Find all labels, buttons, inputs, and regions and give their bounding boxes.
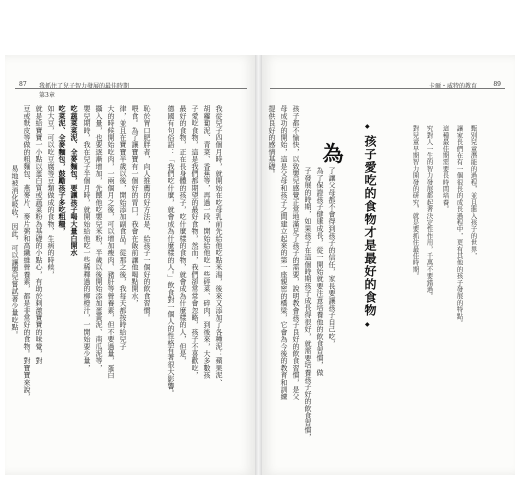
right-body-column: 孩子都不愉快，以致嬰兒感覺正常地滿足了孩子的需要，說明教會孩子良好的飲食習慣，是父 — [292, 105, 300, 401]
right-header-rule — [270, 88, 505, 89]
chapter-title: 孩子愛吃的食物才是最好的食物 — [363, 135, 377, 317]
left-body-column: 如大豆，可以吃豆腐等豆類做成的食物，生病的時候， — [47, 105, 55, 278]
left-page — [5, 55, 255, 475]
left-body-column: 嬰兒期時，我在兒子半個月時，就開始給他吃一些稀釋過的柳橙汁，一開始要少量， — [83, 105, 91, 372]
book-spine — [255, 55, 262, 475]
left-body-column: 恥於胃口肥胖者，向人推薦的好方法是，給孩子一個好的飲食習慣。 — [143, 105, 151, 321]
summary-column: 這種最佳期需要長時間培養。 — [441, 125, 450, 213]
left-body-column: 胡蘿蔔泥、青菜、香蕉等，再過一段，開始給他吃一些碎菜、碎肉，到後來，大多數孩 — [203, 105, 211, 379]
right-page-number: 89 — [493, 81, 501, 88]
summary-column: 究對人一生的智力發展都起著決定性作用，千萬不要錯過。 — [425, 125, 434, 300]
right-body-column: 為了保證孩子健康成長，從一開始就要注意培養他的飲食習慣，做 — [316, 167, 324, 376]
left-bold-column: 吃蔬菜菜泥、全麥麵包，要讓孩子喝大量白開水 — [70, 105, 79, 257]
right-running-title: 卡爾・威特的教育 — [428, 83, 477, 90]
right-body-column: 提供良好的感情基礎。 — [268, 105, 276, 177]
chapter-label: 第3章 — [39, 92, 55, 99]
left-body-column: 喂食。為了讓寶寶有一個好的胃口，我會在飯前讓他喝點開水， — [131, 105, 139, 307]
left-body-column: 就是給寶寶一小點以蛋白質或蔬菜粉為基礎的小點心，有助於刺激寶寶的味覺，對 — [35, 105, 43, 365]
left-body-column: 德國有句俗語：「我們吃什麼，就會成為什麼樣的人。」飲食對一個人的性格有著很大影響。 — [167, 105, 175, 397]
right-body-column: 了讓父母都不會得到孩子的信任，家長要讓孩子自己吃， — [328, 167, 336, 347]
left-bold-column: 吃菜泥、全麥麵包，鼓勵孩子多吃粗糧， — [58, 105, 67, 235]
left-body-column: 易地被消化吸收，因此，可以讓嬰兒嘗試著少量吃點。 — [11, 165, 19, 338]
left-header-rule — [15, 88, 247, 89]
drop-cap: 為 — [322, 141, 344, 166]
right-page — [262, 55, 515, 475]
right-body-column: 子發展的時期，如果孩子在這個時期孩子成長得很好，就需要培養孩子好的飲食習慣， — [304, 167, 312, 441]
left-body-column: 子愛吃食物，這是我們都期望的最好食物，然而，我們卻常常會忽略，孩子不喜歡吃， — [191, 105, 199, 379]
left-body-column: 攝入量，也要逐漸增加，先餵他吃嬰兒米粉，半歲以後開始添加蛋黃泥、南瓜泥等， — [95, 105, 103, 372]
left-page-number: 87 — [19, 81, 27, 88]
left-body-column: 豆或麩皮等做的粗麵包、燕麥片、麥片粥和高纖維營養素，都是非常好的食物。對寶寶來說， — [23, 105, 31, 401]
left-body-column: 大的時候開始吃肉，一兩個月之後，可以增加瘦肉、豬肝等營養素，但不要過量，蛋白 — [107, 105, 115, 379]
left-running-title: 我抓住了兒子智力發展的最佳時期 — [39, 83, 130, 90]
left-body-column: 律，並且在寶寶半歲以後，開始添加副食品。從那之後，我每天都按時給兒子 — [119, 105, 127, 350]
diamond-icon: ◆ — [365, 123, 370, 130]
left-body-column: 我從兒子四個月時，就開始在吃母乳前先給他吃點米湯，後來又添加了各種泥：蘋果泥、 — [215, 105, 223, 386]
summary-column: 讓家長們在有一個很長的成長過程中，更有其他的孩子發展的特點。 — [455, 125, 464, 326]
summary-column: 對兒童早期智力開發的研究，就是要抓住最佳時期。 — [411, 125, 420, 280]
left-body-column: 最好的食物，正在長身體的孩子，吃什麼樣的食物，就會成為什麼樣的人，但是， — [179, 105, 187, 365]
summary-column: 甄別兒童潛能的過程，並且進入孩子的世界， — [469, 125, 478, 259]
right-body-column: 母成功的開始，這是父母和孩子之間建立起來的第一座親密的橋梁，它會為今後的教育和訓練 — [280, 105, 288, 401]
diamond-icon: ◆ — [365, 321, 370, 328]
